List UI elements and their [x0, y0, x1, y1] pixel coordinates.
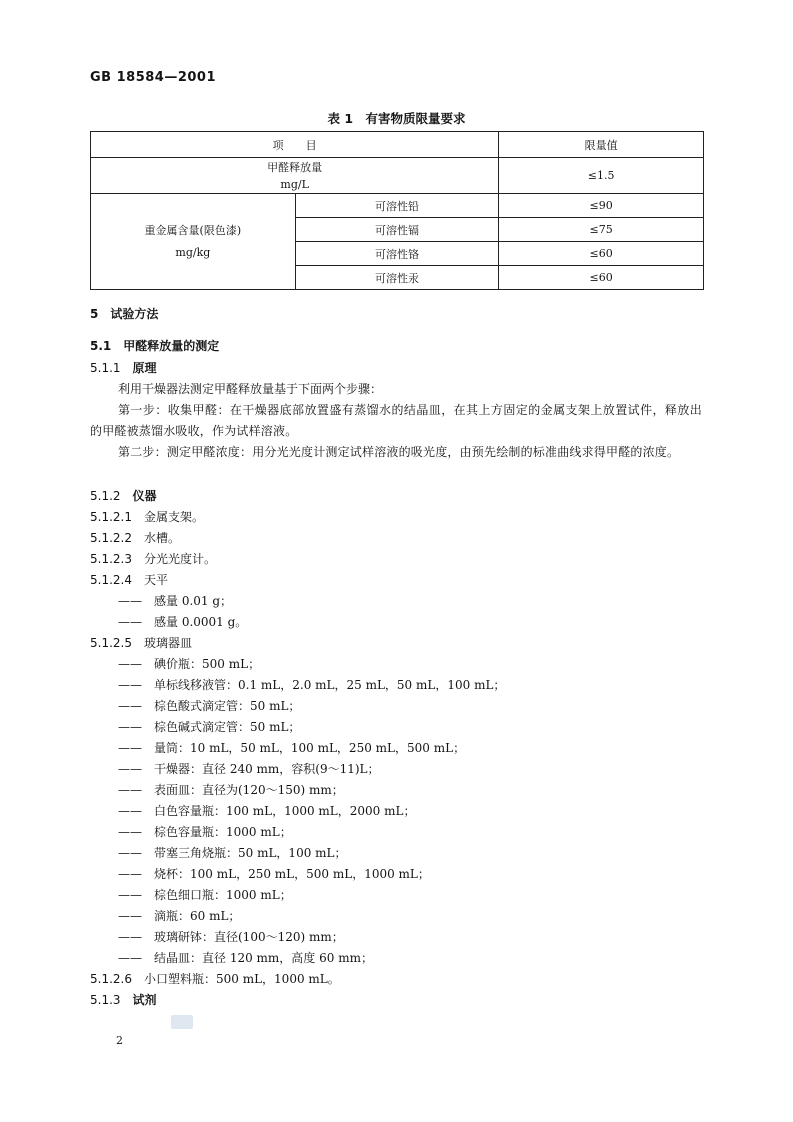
page-number: 2 — [116, 1034, 123, 1047]
clause-text: 玻璃器皿 — [143, 636, 192, 650]
section-5-1-3-heading — [90, 990, 157, 1010]
dash-marker: —— — [118, 888, 142, 902]
list-item-text: 量筒：10 mL，50 mL，100 mL，250 mL，500 mL； — [154, 741, 466, 755]
dash-marker: —— — [118, 594, 142, 608]
list-item — [118, 780, 344, 800]
list-item — [118, 843, 347, 863]
standard-code: GB 18584—2001 — [90, 70, 217, 85]
list-item-text: 烧杯：100 mL，250 mL，500 mL，1000 mL； — [154, 867, 430, 881]
list-item-text: 单标线移液管：0.1 mL，2.0 mL，25 mL，50 mL，100 mL； — [154, 678, 506, 692]
dash-marker: —— — [118, 783, 142, 797]
section-title: 甲醛释放量的测定 — [123, 339, 220, 353]
list-item — [118, 864, 430, 884]
list-item-text: 白色容量瓶：100 mL，1000 mL，2000 mL； — [154, 804, 416, 818]
dash-marker: —— — [118, 762, 142, 776]
list-item — [118, 948, 373, 968]
clause-number: 5.1.2.4 — [90, 573, 132, 587]
dash-marker: —— — [118, 804, 142, 818]
dash-marker: —— — [118, 741, 142, 755]
list-item — [118, 696, 300, 716]
dash-marker: —— — [118, 846, 142, 860]
clause-5-1-2-4 — [90, 570, 168, 590]
dash-marker: —— — [118, 657, 142, 671]
clause-text: 小口塑料瓶：500 mL，1000 mL。 — [143, 972, 340, 986]
metal-value: ≤75 — [499, 218, 704, 242]
header-limit: 限量值 — [499, 132, 704, 158]
list-item-text: 碘价瓶：500 mL； — [154, 657, 261, 671]
metal-label: 重金属含量(限色漆) — [144, 223, 242, 237]
clause-5-1-2-6 — [90, 969, 340, 989]
list-item-text: 棕色容量瓶：1000 mL； — [154, 825, 292, 839]
clause-text: 金属支架。 — [143, 510, 204, 524]
list-item — [118, 717, 300, 737]
dash-marker: —— — [118, 699, 142, 713]
section-title: 仪器 — [132, 489, 157, 503]
list-item-text: 滴瓶：60 mL； — [154, 909, 241, 923]
list-item-text: 干燥器：直径 240 mm，容积(9～11)L； — [154, 762, 380, 776]
clause-number: 5.1.2.1 — [90, 510, 132, 524]
section-title: 试剂 — [132, 993, 157, 1007]
metal-value: ≤60 — [499, 242, 704, 266]
list-item-text: 带塞三角烧瓶：50 mL，100 mL； — [154, 846, 347, 860]
section-number: 5.1 — [90, 339, 112, 353]
list-item-text: 棕色碱式滴定管：50 mL； — [154, 720, 301, 734]
formaldehyde-unit: mg/L — [280, 177, 309, 191]
section-5-1-heading — [90, 336, 219, 356]
section-number: 5.1.3 — [90, 993, 121, 1007]
dash-marker: —— — [118, 678, 142, 692]
section-number: 5.1.2 — [90, 489, 121, 503]
dash-marker: —— — [118, 951, 142, 965]
table-header-row — [91, 132, 704, 158]
step-2-paragraph: 第二步：测定甲醛浓度：用分光光度计测定试样溶液的吸光度，由预先绘制的标准曲线求得甲醛的浓度。 — [118, 445, 680, 459]
metal-name: 可溶性汞 — [295, 266, 499, 290]
clause-number: 5.1.2.5 — [90, 636, 132, 650]
metal-unit: mg/kg — [175, 245, 211, 259]
clause-text: 天平 — [143, 573, 168, 587]
list-item-text: 感量 0.0001 g。 — [154, 615, 248, 629]
watermark-stamp — [171, 1015, 193, 1029]
metal-name: 可溶性铬 — [295, 242, 499, 266]
dash-marker: —— — [118, 867, 142, 881]
formaldehyde-label: 甲醛释放量 — [267, 160, 323, 174]
formaldehyde-cell — [91, 158, 499, 194]
table-title: 表 1 有害物质限量要求 — [327, 111, 466, 126]
principle-text: 利用干燥器法测定甲醛释放量基于下面两个步骤： — [118, 382, 383, 396]
clause-5-1-2-3 — [90, 549, 216, 569]
clause-text: 分光光度计。 — [143, 552, 216, 566]
section-5-1-2-heading — [90, 486, 157, 506]
metal-cell — [91, 194, 296, 290]
dash-marker: —— — [118, 930, 142, 944]
list-item — [118, 906, 240, 926]
table-row — [91, 194, 704, 218]
list-item — [118, 885, 292, 905]
metal-name: 可溶性铅 — [295, 194, 499, 218]
dash-marker: —— — [118, 615, 142, 629]
list-item — [118, 759, 380, 779]
clause-5-1-2-1 — [90, 507, 204, 527]
formaldehyde-value: ≤1.5 — [499, 158, 704, 194]
list-item — [118, 738, 465, 758]
list-item — [118, 612, 247, 632]
dash-marker: —— — [118, 825, 142, 839]
clause-5-1-2-2 — [90, 528, 180, 548]
list-item-text: 感量 0.01 g； — [154, 594, 233, 608]
clause-number: 5.1.2.6 — [90, 972, 132, 986]
section-5-heading — [90, 304, 158, 324]
section-number: 5.1.1 — [90, 361, 121, 375]
metal-value: ≤90 — [499, 194, 704, 218]
list-item — [118, 927, 344, 947]
metal-value: ≤60 — [499, 266, 704, 290]
section-title: 试验方法 — [110, 307, 159, 321]
list-item-text: 表面皿：直径为(120～150) mm； — [154, 783, 344, 797]
limits-table — [90, 131, 704, 290]
clause-text: 水槽。 — [143, 531, 180, 545]
list-item — [118, 801, 415, 821]
list-item — [118, 654, 260, 674]
clause-number: 5.1.2.2 — [90, 531, 132, 545]
clause-number: 5.1.2.3 — [90, 552, 132, 566]
section-number: 5 — [90, 307, 99, 321]
list-item — [118, 822, 292, 842]
table-row — [91, 158, 704, 194]
list-item-text: 结晶皿：直径 120 mm，高度 60 mm； — [154, 951, 373, 965]
section-5-1-1-heading — [90, 358, 157, 378]
step-1-paragraph: 第一步：收集甲醛：在干燥器底部放置盛有蒸馏水的结晶皿，在其上方固定的金属支架上放置试件，释放出的甲醛被蒸馏水吸收，作为试样溶液。 — [90, 403, 702, 438]
metal-name: 可溶性镉 — [295, 218, 499, 242]
header-item: 项 目 — [91, 132, 499, 158]
dash-marker: —— — [118, 909, 142, 923]
list-item — [118, 591, 232, 611]
list-item-text: 棕色细口瓶：1000 mL； — [154, 888, 292, 902]
clause-5-1-2-5 — [90, 633, 192, 653]
list-item-text: 棕色酸式滴定管：50 mL； — [154, 699, 301, 713]
list-item — [118, 675, 505, 695]
dash-marker: —— — [118, 720, 142, 734]
list-item-text: 玻璃研钵：直径(100～120) mm； — [154, 930, 344, 944]
section-title: 原理 — [132, 361, 157, 375]
